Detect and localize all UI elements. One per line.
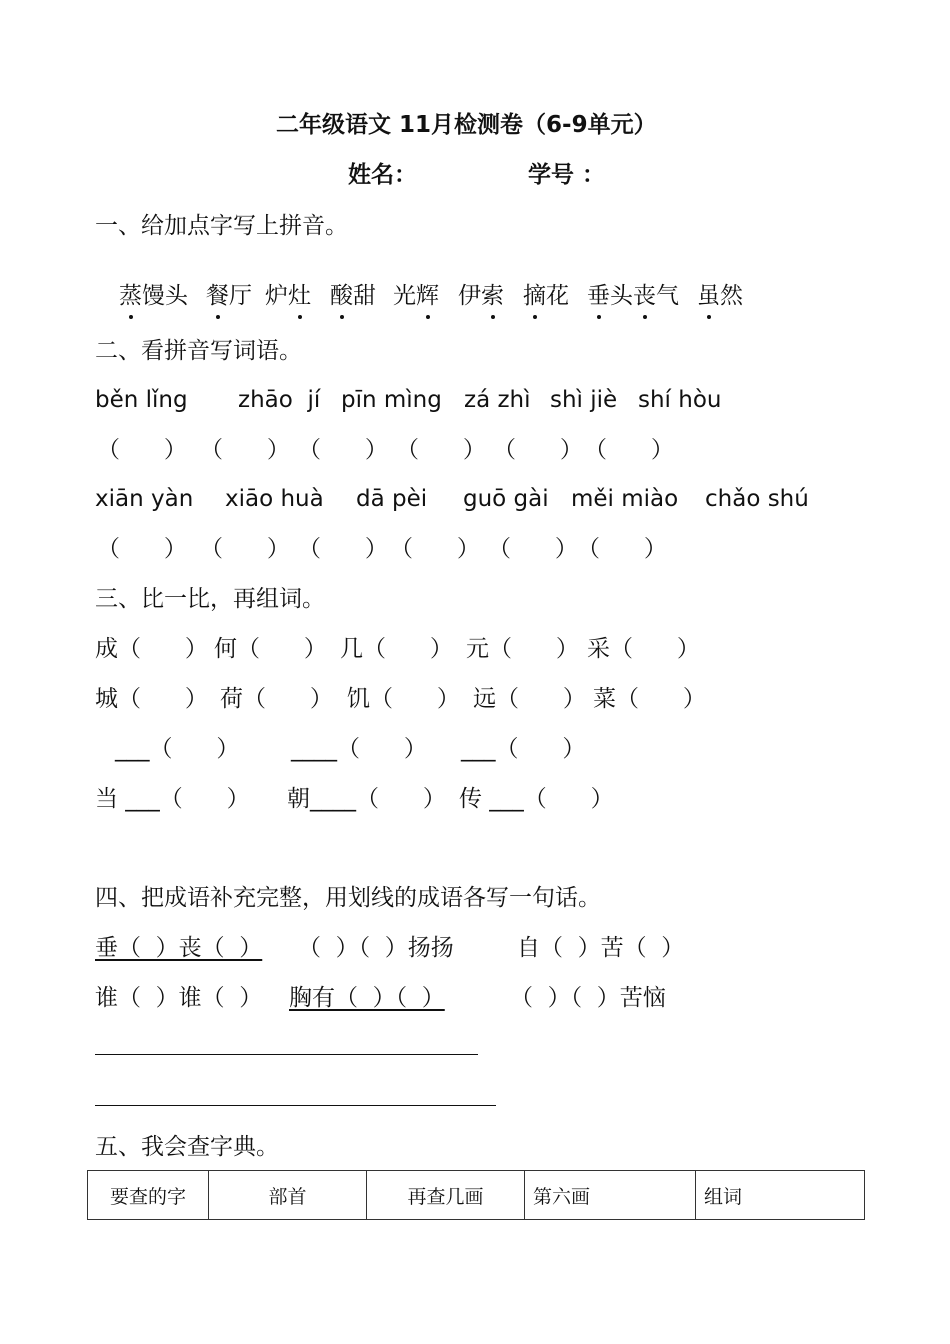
answer-blank-r1-1[interactable]: （ ）	[97, 437, 187, 463]
section-2-heading: 二、看拼音写词语。	[95, 338, 302, 364]
pinyin-1-6: shí hòu	[638, 387, 722, 413]
dotted-word-7	[523, 282, 569, 310]
section-4-heading: 四、把成语补充完整，用划线的成语各写一句话。	[95, 885, 601, 911]
compare-b-5: 菜（ ）	[593, 686, 706, 712]
pinyin-2-5: měi miào	[571, 486, 679, 512]
answer-blank-r2-1[interactable]: （ ）	[97, 536, 187, 562]
poly-a-3: ___（ ）	[461, 736, 586, 762]
word-char: 气	[656, 283, 679, 309]
answer-blank-r1-5[interactable]: （ ）	[493, 437, 583, 463]
word-char: 炉	[265, 283, 288, 309]
table-cell-char: 要查的字	[88, 1171, 209, 1220]
dotted-char: 酸	[330, 283, 353, 309]
section-5-heading: 五、我会查字典。	[95, 1134, 279, 1160]
pinyin-1-3: pīn mìng	[341, 387, 442, 413]
pinyin-2-2: xiāo huà	[225, 486, 324, 512]
dotted-word-4	[330, 282, 376, 310]
pinyin-2-3: dā pèi	[356, 486, 428, 512]
pinyin-2-4: guō gài	[463, 486, 549, 512]
dotted-word-2	[206, 282, 252, 310]
poly-b-2: 朝____（ ）	[287, 786, 446, 812]
table-cell-sixth-stroke: 第六画	[525, 1171, 696, 1220]
answer-blank-r1-3[interactable]: （ ）	[298, 437, 388, 463]
dotted-char: 虽	[697, 283, 720, 309]
dotted-char: 垂	[587, 283, 610, 309]
sentence-writing-line-1[interactable]	[95, 1054, 478, 1055]
idiom-4: 谁（ ）谁（ ）	[95, 985, 263, 1011]
dictionary-table	[87, 1170, 865, 1220]
idiom-underlined-2: 胸有（ ）（ ）	[289, 985, 445, 1011]
dotted-word-8	[587, 282, 679, 310]
word-char: 厅	[229, 283, 252, 309]
dotted-char: 丧	[633, 283, 656, 309]
answer-blank-r2-2[interactable]: （ ）	[200, 536, 290, 562]
compare-a-5: 采（ ）	[587, 636, 700, 662]
answer-blank-r2-6[interactable]: （ ）	[577, 536, 667, 562]
sentence-writing-line-2[interactable]	[95, 1105, 496, 1106]
poly-a-2: ____（ ）	[291, 736, 427, 762]
word-char: 光	[393, 283, 416, 309]
idiom-3: 自（ ）苦（ ）	[517, 935, 685, 961]
answer-blank-r2-3[interactable]: （ ）	[298, 536, 388, 562]
section-1-heading: 一、给加点字写上拼音。	[95, 213, 348, 239]
compare-a-4: 元（ ）	[466, 636, 579, 662]
idiom-2: （ ）（ ）扬扬	[298, 935, 454, 961]
compare-a-3: 几（ ）	[340, 636, 453, 662]
compare-b-1: 城（ ）	[95, 686, 208, 712]
name-label: 姓名：	[348, 162, 417, 188]
compare-a-2: 何（ ）	[214, 636, 327, 662]
answer-blank-r1-2[interactable]: （ ）	[200, 437, 290, 463]
pinyin-1-1: běn lǐng	[95, 387, 188, 413]
word-char: 伊	[458, 283, 481, 309]
word-char: 头	[610, 283, 633, 309]
pinyin-2-1: xiān yàn	[95, 486, 194, 512]
section-3-heading: 三、比一比，再组词。	[95, 586, 325, 612]
page-title: 二年级语文 11月检测卷（6-9单元）	[276, 112, 657, 138]
pinyin-1-5: shì jiè	[550, 387, 618, 413]
table-cell-strokes: 再查几画	[367, 1171, 525, 1220]
word-char: 花	[546, 283, 569, 309]
word-char: 甜	[353, 283, 376, 309]
idiom-underlined-1: 垂（ ）丧（ ）	[95, 935, 263, 961]
poly-b-1: 当 ___（ ）	[95, 786, 250, 812]
answer-blank-r2-5[interactable]: （ ）	[488, 536, 578, 562]
poly-a-1: ___（ ）	[115, 736, 240, 762]
compare-a-1: 成（ ）	[95, 636, 208, 662]
pinyin-2-6: chǎo shú	[705, 486, 809, 512]
pinyin-1-2: zhāo jí	[238, 387, 321, 413]
dotted-word-1	[119, 282, 188, 310]
dotted-word-9	[697, 282, 743, 310]
answer-blank-r1-6[interactable]: （ ）	[584, 437, 674, 463]
answer-blank-r2-4[interactable]: （ ）	[390, 536, 480, 562]
word-char: 然	[720, 283, 743, 309]
dotted-word-3	[265, 282, 311, 310]
dotted-char: 灶	[288, 283, 311, 309]
table-cell-words: 组词	[696, 1171, 865, 1220]
pinyin-1-4: zá zhì	[464, 387, 531, 413]
compare-b-3: 饥（ ）	[347, 686, 460, 712]
dotted-char: 索	[481, 283, 504, 309]
compare-b-2: 荷（ ）	[220, 686, 333, 712]
answer-blank-r1-4[interactable]: （ ）	[396, 437, 486, 463]
student-id-label: 学号 ：	[528, 162, 606, 188]
dotted-char: 蒸	[119, 283, 142, 309]
compare-b-4: 远（ ）	[473, 686, 586, 712]
table-cell-radical: 部首	[209, 1171, 367, 1220]
dotted-word-5	[393, 282, 439, 310]
word-char: 馒头	[142, 283, 188, 309]
dotted-char: 摘	[523, 283, 546, 309]
dotted-word-6	[458, 282, 504, 310]
poly-b-3: 传 ___（ ）	[459, 786, 614, 812]
dotted-char: 餐	[206, 283, 229, 309]
idiom-6: （ ）（ ）苦恼	[510, 985, 666, 1011]
dotted-char: 辉	[416, 283, 439, 309]
